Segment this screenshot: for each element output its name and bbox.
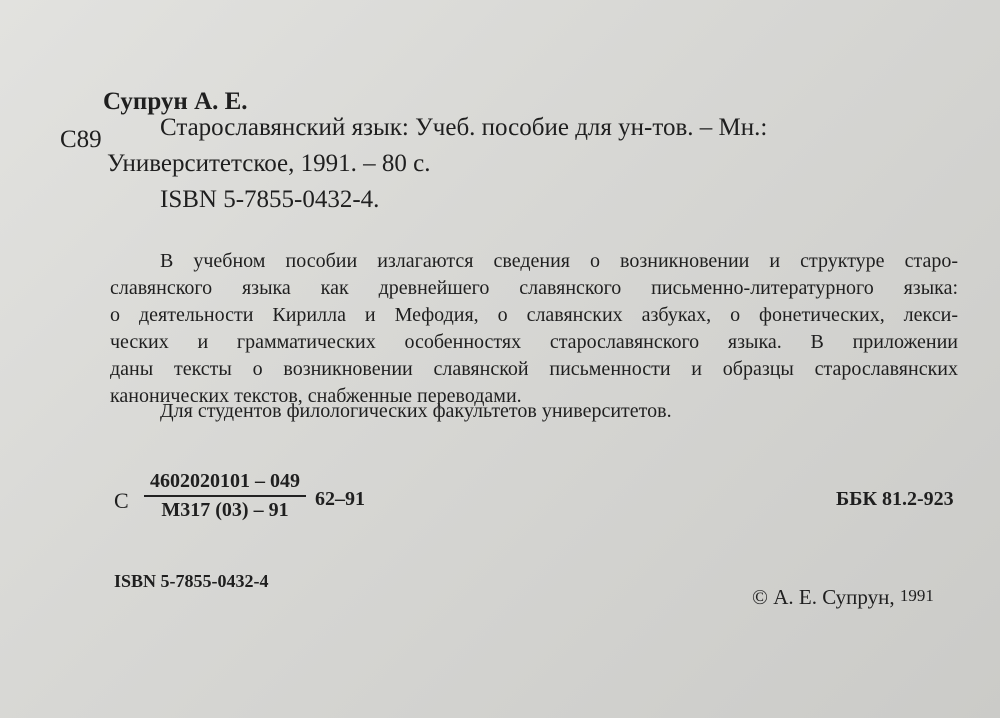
imprint-code: 62–91	[315, 488, 365, 510]
fraction-denominator: М317 (03) – 91	[161, 499, 289, 521]
copyright-text: © А. Е. Супрун,	[752, 585, 895, 609]
fraction-numerator: 4602020101 – 049	[144, 470, 306, 497]
classification-code: С89	[60, 126, 102, 153]
abstract-line: славянского языка как древнейшего славянского письменно-литературного языка:	[110, 277, 958, 299]
copyright-notice	[752, 585, 934, 610]
imprint-c-letter: С	[114, 488, 129, 513]
title-line-1: Старославянский язык: Учеб. пособие для ун-тов. – Мн.:	[160, 114, 768, 141]
isbn-header: ISBN 5-7855-0432-4.	[160, 186, 380, 213]
audience-note: Для студентов филологических факультетов университетов.	[160, 400, 672, 422]
isbn-footer: ISBN 5-7855-0432-4	[114, 571, 269, 591]
copyright-year: 1991	[899, 586, 934, 605]
title-line-2: Университетское, 1991. – 80 с.	[107, 150, 431, 177]
bbk-code: ББК 81.2-923	[836, 488, 954, 510]
abstract-line: канонических текстов, снабженные переводами.	[110, 385, 522, 407]
abstract-line: ческих и грамматических особенностях старославянского языка. В приложении	[110, 331, 958, 353]
author-name: Супрун А. Е.	[103, 88, 248, 115]
abstract-line: В учебном пособии излагаются сведения о возникновении и структуре старо-	[160, 250, 958, 272]
imprint-fraction	[144, 470, 306, 522]
abstract-paragraph	[110, 248, 958, 410]
abstract-line: о деятельности Кирилла и Мефодия, о славянских азбуках, о фонетических, лекси-	[110, 304, 958, 326]
abstract-line: даны тексты о возникновении славянской письменности и образцы старославянских	[110, 358, 958, 380]
